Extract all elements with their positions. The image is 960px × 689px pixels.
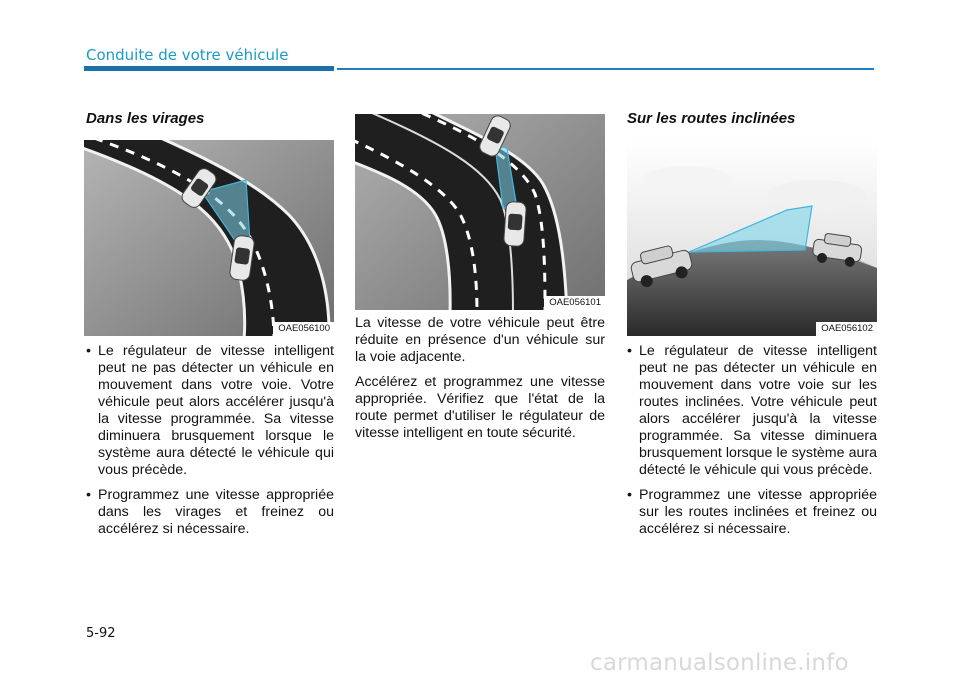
left-text bbox=[86, 343, 334, 546]
paragraph: Accélérez et programmez une vitesse appropriée. Vérifiez que l'état de la route permet d'utiliser le régulateur de vitesse intelligent en toute sécurité. bbox=[355, 374, 605, 441]
slope-illustration bbox=[627, 140, 877, 336]
paragraph: La vitesse de votre véhicule peut être réduite en présence d'un véhicule sur la voie adjacente. bbox=[355, 315, 605, 365]
list-item: • Programmez une vitesse appropriée sur les routes inclinées et freinez ou accélérez si nécessaire. bbox=[627, 487, 877, 538]
figure-code: OAE056101 bbox=[544, 296, 605, 310]
list-item: • Le régulateur de vitesse intelligent peut ne pas détecter un véhicule en mouvement dans votre voie. Votre véhicule peut alors accélérer jusqu'à la vitesse programmée. Sa vitesse diminuera brusquement lorsque le système aura détecté le véhicule qui vous précède. bbox=[86, 343, 334, 479]
right-bullet-list bbox=[627, 343, 877, 538]
watermark: carmanualsonline.info bbox=[590, 650, 849, 676]
header-bar-dark bbox=[84, 66, 334, 71]
figure-code: OAE056102 bbox=[816, 322, 877, 336]
figure-code: OAE056100 bbox=[273, 322, 334, 336]
list-item: • Le régulateur de vitesse intelligent peut ne pas détecter un véhicule en mouvement dans votre voie sur les routes inclinées. Votre véhicule peut alors accélérer jusqu'à la vitesse programmée. Sa vitesse diminuera brusquement lorsque le système aura détecté le véhicule qui vous précède. bbox=[627, 343, 877, 479]
figure-slope bbox=[627, 140, 877, 336]
list-item: • Programmez une vitesse appropriée dans les virages et freinez ou accélérez si nécessaire. bbox=[86, 487, 334, 538]
curve-illustration bbox=[84, 140, 334, 336]
left-bullet-list bbox=[86, 343, 334, 538]
adjacent-lane-illustration bbox=[355, 114, 605, 310]
middle-text bbox=[355, 315, 605, 450]
right-text bbox=[627, 343, 877, 546]
subtitle-slopes: Sur les routes inclinées bbox=[627, 110, 796, 127]
header-bar-light bbox=[337, 68, 874, 70]
page-number: 5-92 bbox=[86, 626, 116, 641]
figure-curve-left bbox=[84, 140, 334, 336]
figure-curve-adjacent bbox=[355, 114, 605, 310]
car-own-icon bbox=[503, 201, 526, 246]
subtitle-curves: Dans les virages bbox=[86, 110, 205, 127]
section-title: Conduite de votre véhicule bbox=[86, 46, 289, 64]
